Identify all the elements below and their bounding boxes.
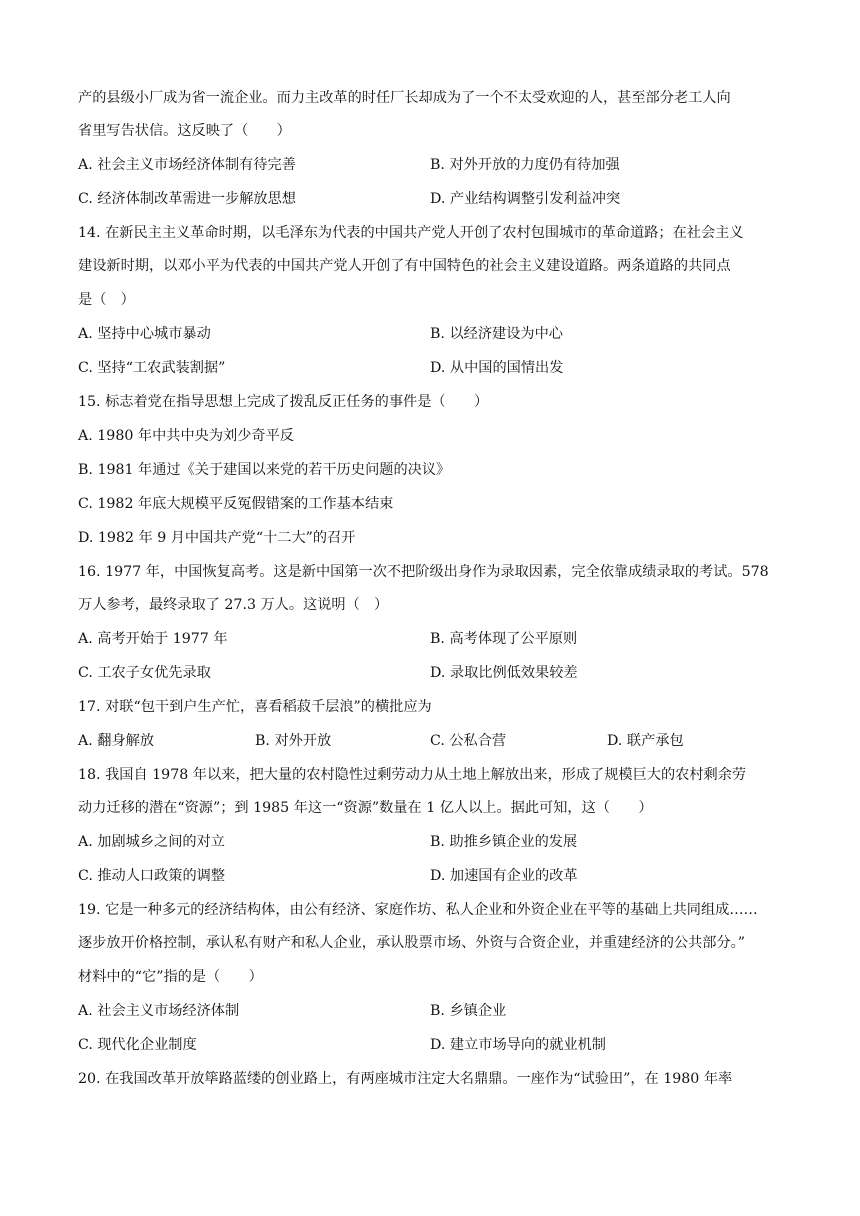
q19-option-b[interactable]: B. 乡镇企业 xyxy=(430,1003,507,1019)
q18-option-a[interactable]: A. 加剧城乡之间的对立 xyxy=(78,834,225,850)
q15-option-c[interactable]: C. 1982 年底大规模平反冤假错案的工作基本结束 xyxy=(78,496,394,512)
q17-option-c[interactable]: C. 公私合营 xyxy=(430,733,507,749)
q13-option-d[interactable]: D. 产业结构调整引发利益冲突 xyxy=(430,191,621,207)
q18-option-b[interactable]: B. 助推乡镇企业的发展 xyxy=(430,834,578,850)
q16-option-d[interactable]: D. 录取比例低效果较差 xyxy=(430,665,578,681)
q15-option-d[interactable]: D. 1982 年 9 月中国共产党“十二大”的召开 xyxy=(78,530,356,546)
q17-option-a[interactable]: A. 翻身解放 xyxy=(78,733,155,749)
q14-option-b[interactable]: B. 以经济建设为中心 xyxy=(430,326,563,342)
q18-option-d[interactable]: D. 加速国有企业的改革 xyxy=(430,868,578,884)
q17-option-b[interactable]: B. 对外开放 xyxy=(255,733,332,749)
q15-option-a[interactable]: A. 1980 年中共中央为刘少奇平反 xyxy=(78,428,294,444)
q19-stem-line-2: 逐步放开价格控制，承认私有财产和私人企业，承认股票市场、外资与合资企业，并重建经济的公共部分。” xyxy=(78,935,745,951)
q14-option-a[interactable]: A. 坚持中心城市暴动 xyxy=(78,326,211,342)
q16-option-a[interactable]: A. 高考开始于 1977 年 xyxy=(78,631,228,647)
q14-option-d[interactable]: D. 从中国的国情出发 xyxy=(430,360,564,376)
q19-option-d[interactable]: D. 建立市场导向的就业机制 xyxy=(430,1037,606,1053)
q18-option-c[interactable]: C. 推动人口政策的调整 xyxy=(78,868,226,884)
q16-option-b[interactable]: B. 高考体现了公平原则 xyxy=(430,631,578,647)
q16-stem-line-1: 16. 1977 年，中国恢复高考。这是新中国第一次不把阶级出身作为录取因素，完全依靠成绩录取的考试。578 xyxy=(78,564,769,580)
q16-stem-line-2: 万人参考，最终录取了 27.3 万人。这说明（ ） xyxy=(78,597,389,613)
q15-option-b[interactable]: B. 1981 年通过《关于建国以来党的若干历史问题的决议》 xyxy=(78,462,451,478)
q13-option-a[interactable]: A. 社会主义市场经济体制有待完善 xyxy=(78,157,296,173)
q18-stem-line-1: 18. 我国自 1978 年以来，把大量的农村隐性过剩劳动力从土地上解放出来，形成了规模巨大的农村剩余劳 xyxy=(78,767,747,783)
q18-stem-line-2: 动力迁移的潜在“资源”；到 1985 年这一“资源”数量在 1 亿人以上。据此可知，这（ ） xyxy=(78,800,653,816)
q19-stem-line-1: 19. 它是一种多元的经济结构体，由公有经济、家庭作坊、私人企业和外资企业在平等的基础上共同组成…… xyxy=(78,902,758,918)
q15-stem: 15. 标志着党在指导思想上完成了拨乱反正任务的事件是（ ） xyxy=(78,394,489,410)
q13-option-b[interactable]: B. 对外开放的力度仍有待加强 xyxy=(430,157,620,173)
q17-stem: 17. 对联“包干到户生产忙，喜看稻菽千层浪”的横批应为 xyxy=(78,699,432,715)
q19-stem-line-3: 材料中的“它”指的是（ ） xyxy=(78,969,263,985)
q14-stem-line-3: 是（ ） xyxy=(78,292,135,308)
q14-option-c[interactable]: C. 坚持“工农武装割据” xyxy=(78,360,226,376)
q17-option-d[interactable]: D. 联产承包 xyxy=(607,733,684,749)
q13-option-c[interactable]: C. 经济体制改革需进一步解放思想 xyxy=(78,191,296,207)
q13-stem-line-1: 产的县级小厂成为省一流企业。而力主改革的时任厂长却成为了一个不太受欢迎的人，甚至部分老工人向 xyxy=(78,90,731,106)
q14-stem-line-1: 14. 在新民主主义革命时期，以毛泽东为代表的中国共产党人开创了农村包围城市的革命道路；在社会主义 xyxy=(78,225,744,241)
q19-option-a[interactable]: A. 社会主义市场经济体制 xyxy=(78,1003,240,1019)
q16-option-c[interactable]: C. 工农子女优先录取 xyxy=(78,665,211,681)
q14-stem-line-2: 建设新时期，以邓小平为代表的中国共产党人开创了有中国特色的社会主义建设道路。两条道路的共同点 xyxy=(78,258,731,274)
q19-option-c[interactable]: C. 现代化企业制度 xyxy=(78,1037,197,1053)
q13-stem-line-2: 省里写告状信。这反映了（ ） xyxy=(78,123,291,139)
q20-stem-line-1: 20. 在我国改革开放筚路蓝缕的创业路上，有两座城市注定大名鼎鼎。一座作为“试验田”，在 1980 年率 xyxy=(78,1071,733,1087)
